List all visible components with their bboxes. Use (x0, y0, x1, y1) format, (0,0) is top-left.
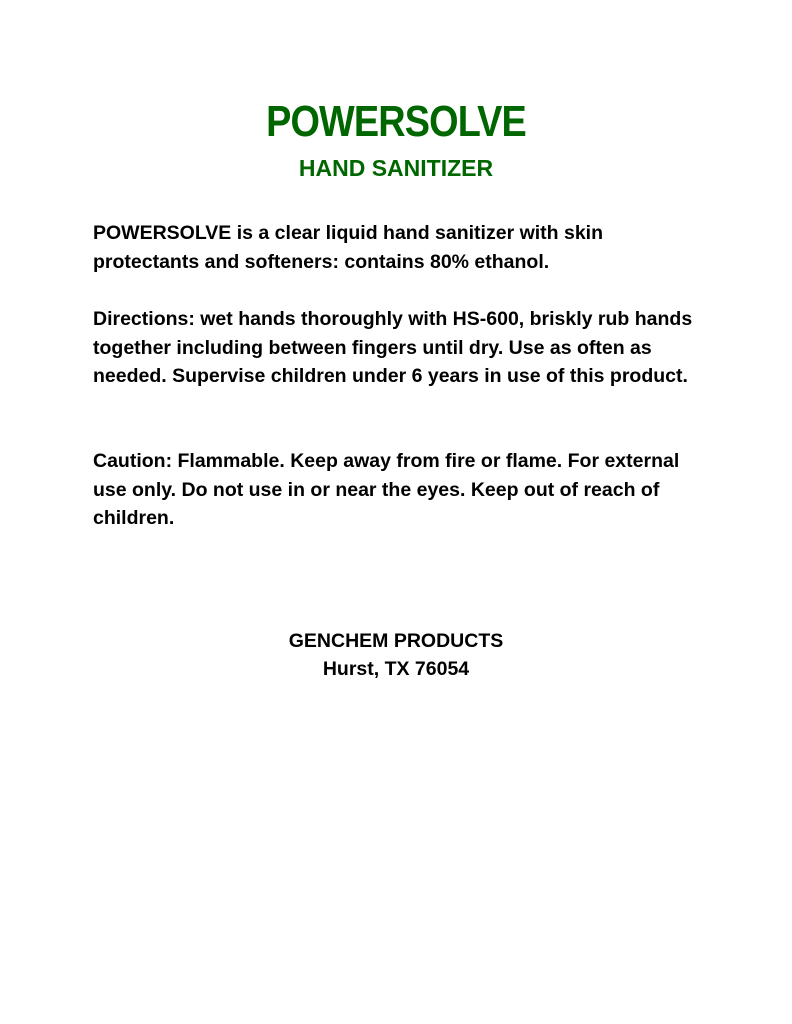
brand-title: POWERSOLVE (266, 97, 526, 146)
company-location: Hurst, TX 76054 (322, 658, 470, 680)
company-name: GENCHEM PRODUCTS (288, 630, 504, 652)
directions-paragraph: Directions: wet hands thoroughly with HS-600, briskly rub hands together including between fingers until dry. Use as often as needed. Supervise children under 6 years in use of this product. (93, 308, 693, 387)
product-subtitle: HAND SANITIZER (298, 155, 494, 181)
description-paragraph: POWERSOLVE is a clear liquid hand sanitizer with skin protectants and softeners: contains 80% ethanol. (93, 222, 603, 273)
caution-paragraph: Caution: Flammable. Keep away from fire or flame. For external use only. Do not use in or near the eyes. Keep out of reach of children. (93, 450, 680, 529)
